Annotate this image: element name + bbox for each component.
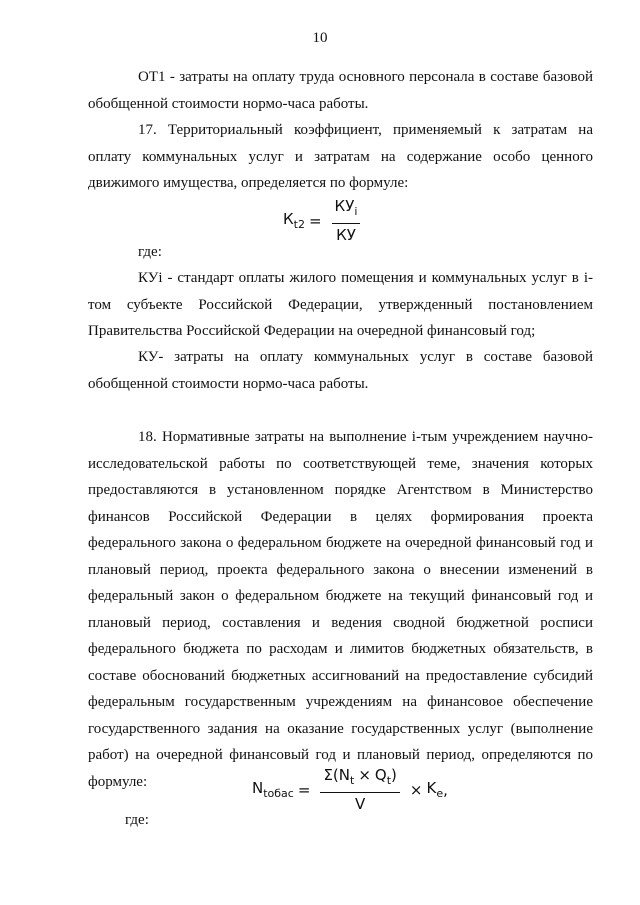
formula-normative-costs (252, 766, 448, 813)
formula2-times: × (409, 780, 423, 799)
paragraph-kui-definition: КУi - стандарт оплаты жилого помещения и коммунальных услуг в i-том субъекте Российской Федерации, утвержденный постановлением Правительства Российской Федерации на очередной финансовый год; (88, 270, 593, 339)
formula1-lhs: $К_{t2}$ (283, 210, 305, 231)
paragraph-17: 17. Территориальный коэффициент, применяемый к затратам на оплату коммунальных услуг и затратам на содержание особо ценного движимого имущества, определяется по формуле: (88, 122, 593, 191)
formula1-equals: = (308, 211, 322, 230)
formula2-fraction (320, 766, 399, 813)
paragraph-18: 18. Нормативные затраты на выполнение i-тым учреждением научно-исследовательской работы по соответствующей теме, значения которых предоставляются в установленном порядке Агентством в Министерство финансов Российской Федерации в целях формирования проекта федерального закона о федеральном бюджете на очередной финансовый год и плановый период, проекта федерального закона о внесении изменений в федеральный закон о федеральном бюджете на текущий финансовый год и плановый период, составления и ведения сводной бюджетной росписи федерального бюджета по расходам и лимитов бюджетных обязательств, в составе обоснований бюджетных ассигнований на предоставление субсидий федеральным государственным учреждениям на финансовое обеспечение государственного задания на оказание государственных услуг (выполнение работ) на очередной финансовый год и плановый период, определяются по формуле: (88, 429, 593, 790)
formula1-denominator: КУ (336, 226, 356, 244)
formula2-equals: = (297, 780, 311, 799)
formula-territorial-coefficient (283, 197, 366, 244)
formula2-lhs: $N_{tобас}$ (252, 779, 294, 800)
formula2-coefficient: $K_e$ (426, 779, 444, 800)
page-number: 10 (312, 30, 328, 46)
paragraph-ku-definition: КУ- затраты на оплату коммунальных услуг в составе базовой обобщенной стоимости нормо-часа работы. (88, 349, 593, 392)
formula1-fraction (332, 197, 361, 244)
formula2-numerator: $\Sigma(N_t \times Q_t)$ (320, 766, 399, 793)
where-label-1: где: (138, 244, 162, 260)
where-label-2: где: (125, 812, 149, 828)
paragraph-ot1: ОТ1 - затраты на оплату труда основного персонала в составе базовой обобщенной стоимости нормо-часа работы. (88, 69, 593, 112)
formula1-numerator: $КУ_i$ (332, 197, 361, 224)
formula2-comma: , (443, 780, 448, 799)
formula2-denominator: V (355, 795, 366, 813)
